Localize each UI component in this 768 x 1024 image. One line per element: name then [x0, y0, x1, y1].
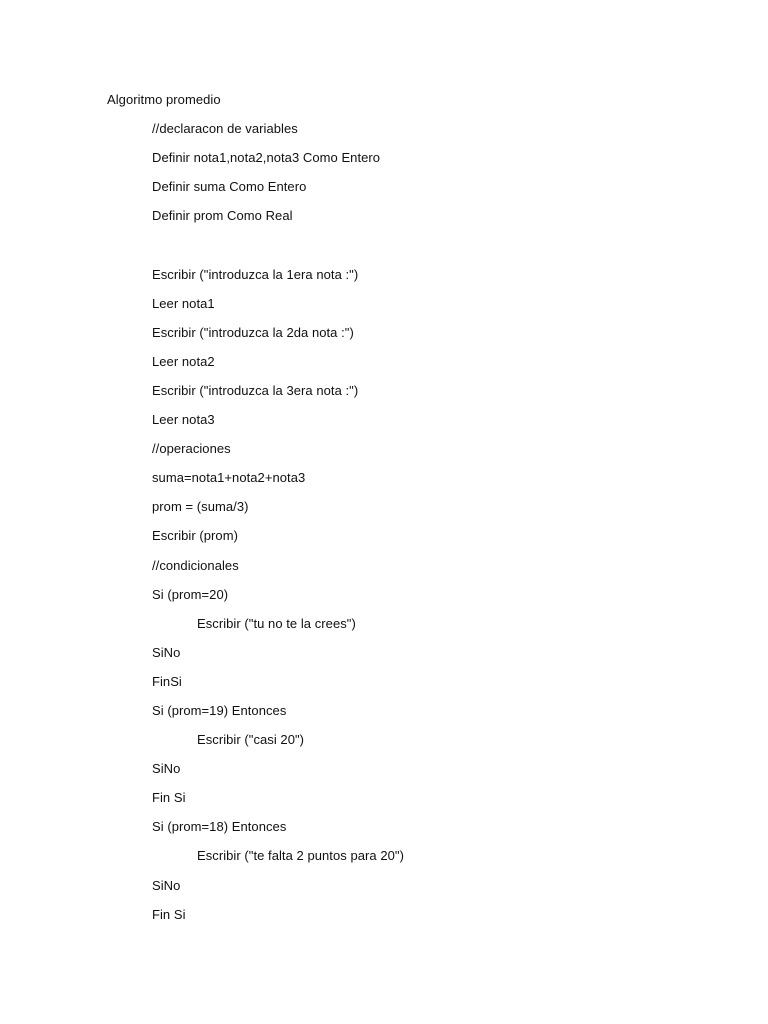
code-line: //declaracon de variables	[152, 121, 298, 137]
code-line: Escribir ("te falta 2 puntos para 20")	[197, 848, 404, 864]
code-line: FinSi	[152, 673, 182, 689]
code-line: SiNo	[152, 644, 181, 660]
code-line: SiNo	[152, 877, 181, 893]
code-line: Escribir ("casi 20")	[197, 732, 305, 748]
code-line: Si (prom=18) Entonces	[152, 819, 287, 835]
code-line: Escribir ("introduzca la 1era nota :")	[152, 266, 359, 282]
code-line: Fin Si	[152, 906, 186, 922]
code-line: Leer nota1	[152, 295, 215, 311]
code-line: Definir suma Como Entero	[152, 179, 307, 195]
pseudocode-listing	[107, 90, 404, 934]
code-line: Definir nota1,nota2,nota3 Como Entero	[152, 150, 381, 166]
code-line: Si (prom=20)	[152, 586, 229, 602]
code-line: SiNo	[152, 761, 181, 777]
code-line: Escribir ("introduzca la 2da nota :")	[152, 324, 354, 340]
code-line: suma=nota1+nota2+nota3	[152, 470, 306, 486]
code-line: Leer nota3	[152, 412, 215, 428]
code-line: Fin Si	[152, 790, 186, 806]
code-line: Escribir (prom)	[152, 528, 238, 544]
code-line: Leer nota2	[152, 353, 215, 369]
code-line: Escribir ("introduzca la 3era nota :")	[152, 382, 359, 398]
code-line: Definir prom Como Real	[152, 208, 293, 224]
code-line: Si (prom=19) Entonces	[152, 702, 287, 718]
code-line: Algoritmo promedio	[107, 92, 221, 107]
blank-line	[107, 235, 404, 264]
code-line: //operaciones	[152, 441, 231, 457]
code-line: Escribir ("tu no te la crees")	[197, 615, 356, 631]
code-line: prom = (suma/3)	[152, 499, 249, 515]
code-line: //condicionales	[152, 557, 239, 573]
